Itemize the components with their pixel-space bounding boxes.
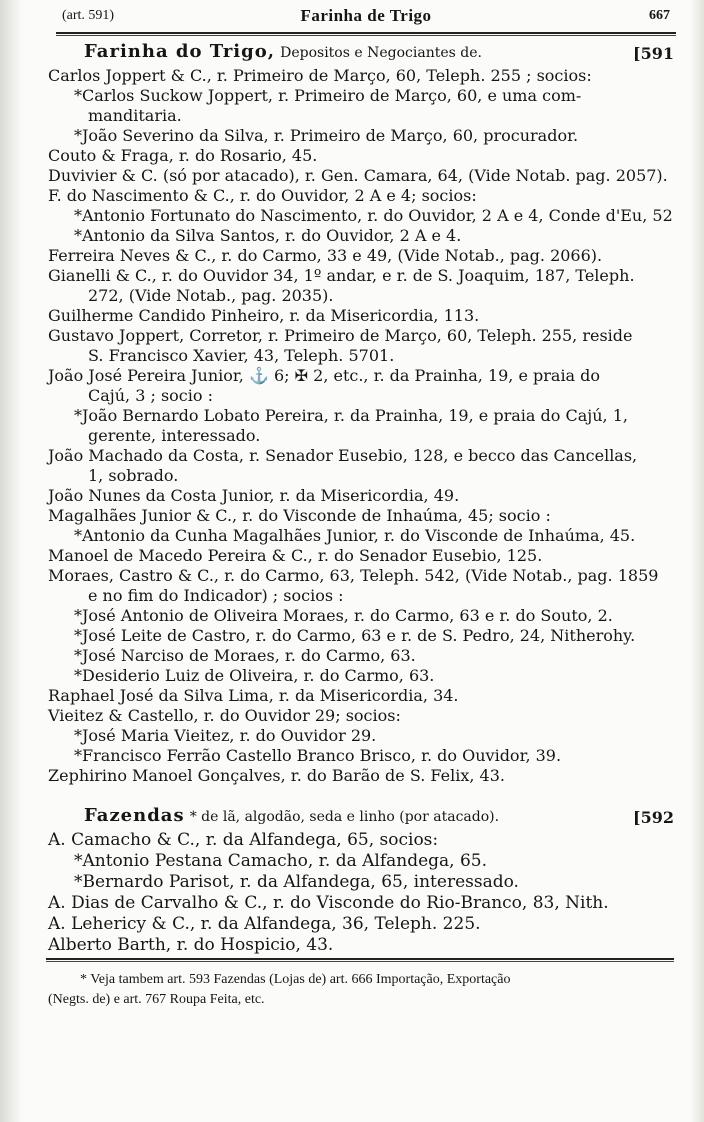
header-rule-thin <box>56 35 676 36</box>
list-item: 1, sobrado. <box>88 466 179 485</box>
list-item: Alberto Barth, r. do Hospicio, 43. <box>48 935 334 955</box>
list-item: João Nunes da Costa Junior, r. da Misericordia, 49. <box>48 486 460 505</box>
footnote-rule <box>46 958 674 960</box>
list-item: *José Leite de Castro, r. do Carmo, 63 e r. de S. Pedro, 24, Nitherohy. <box>74 626 636 645</box>
list-item: João Machado da Costa, r. Senador Eusebio, 128, e becco das Cancellas, <box>48 446 638 465</box>
list-item: Zephirino Manoel Gonçalves, r. do Barão de S. Felix, 43. <box>48 766 505 785</box>
list-item: gerente, interessado. <box>88 426 261 445</box>
header-title: Farinha de Trigo <box>300 6 432 25</box>
list-item: Raphael José da Silva Lima, r. da Misericordia, 34. <box>48 686 459 705</box>
list-item: *José Maria Vieitez, r. do Ouvidor 29. <box>74 726 377 745</box>
section-591-subtitle: Depositos e Negociantes de. <box>280 45 482 61</box>
list-item: A. Lehericy & C., r. da Alfandega, 36, Teleph. 225. <box>48 914 481 934</box>
list-item: *Antonio da Silva Santos, r. do Ouvidor, 2 A e 4. <box>74 226 462 245</box>
footnote-line-2: (Negts. de) e art. 767 Roupa Feita, etc. <box>48 992 265 1007</box>
list-item: Vieitez & Castello, r. do Ouvidor 29; socios: <box>48 706 401 725</box>
list-item: João José Pereira Junior, ⚓ 6; ✠ 2, etc., r. da Prainha, 19, e praia do <box>48 366 601 385</box>
section-592-title: Fazendas <box>84 805 185 826</box>
footnote-rule-thin <box>46 961 674 962</box>
list-item: Couto & Fraga, r. do Rosario, 45. <box>48 146 318 165</box>
section-591-heading <box>84 42 482 63</box>
list-item: e no fim do Indicador) ; socios : <box>88 586 344 605</box>
list-item: *José Narciso de Moraes, r. do Carmo, 63. <box>74 646 416 665</box>
list-item: 272, (Vide Notab., pag. 2035). <box>88 286 334 305</box>
list-item: *João Severino da Silva, r. Primeiro de Março, 60, procurador. <box>74 126 579 145</box>
section-591-title: Farinha do Trigo, <box>84 41 276 62</box>
section-591-number: [591 <box>633 44 674 63</box>
header-article-ref: (art. 591) <box>62 8 115 23</box>
list-item: *Desiderio Luiz de Oliveira, r. do Carmo, 63. <box>74 666 435 685</box>
section-592-subtitle: * de lã, algodão, seda e linho (por atacado). <box>189 809 500 825</box>
list-item: Moraes, Castro & C., r. do Carmo, 63, Teleph. 542, (Vide Notab., pag. 1859 <box>48 566 659 585</box>
section-592-number: [592 <box>633 808 674 827</box>
list-item: Ferreira Neves & C., r. do Carmo, 33 e 49, (Vide Notab., pag. 2066). <box>48 246 603 265</box>
list-item: A. Dias de Carvalho & C., r. do Visconde do Rio-Branco, 83, Nith. <box>48 893 609 913</box>
list-item: *Antonio Fortunato do Nascimento, r. do Ouvidor, 2 A e 4, Conde d'Eu, 52 <box>74 206 673 225</box>
list-item: Guilherme Candido Pinheiro, r. da Misericordia, 113. <box>48 306 480 325</box>
list-item: A. Camacho & C., r. da Alfandega, 65, socios: <box>48 830 439 850</box>
list-item: manditaria. <box>88 106 182 125</box>
list-item: *Francisco Ferrão Castello Branco Brisco, r. do Ouvidor, 39. <box>74 746 562 765</box>
list-item: F. do Nascimento & C., r. do Ouvidor, 2 A e 4; socios: <box>48 186 477 205</box>
list-item: Carlos Joppert & C., r. Primeiro de Março, 60, Teleph. 255 ; socios: <box>48 66 592 85</box>
list-item: S. Francisco Xavier, 43, Teleph. 5701. <box>88 346 395 365</box>
list-item: Duvivier & C. (só por atacado), r. Gen. Camara, 64, (Vide Notab. pag. 2057). <box>48 166 668 185</box>
list-item: *Antonio Pestana Camacho, r. da Alfandega, 65. <box>74 851 488 871</box>
page-edge-shadow-left <box>0 0 22 1122</box>
list-item: *Carlos Suckow Joppert, r. Primeiro de Março, 60, e uma com- <box>74 86 582 105</box>
list-item: Manoel de Macedo Pereira & C., r. do Senador Eusebio, 125. <box>48 546 543 565</box>
list-item: *Antonio da Cunha Magalhães Junior, r. do Visconde de Inhaúma, 45. <box>74 526 636 545</box>
section-592-heading <box>84 806 499 827</box>
list-item: *José Antonio de Oliveira Moraes, r. do Carmo, 63 e r. do Souto, 2. <box>74 606 613 625</box>
list-item: *Bernardo Parisot, r. da Alfandega, 65, interessado. <box>74 872 519 892</box>
footnote-line-1: * Veja tambem art. 593 Fazendas (Lojas de) art. 666 Importação, Exportação <box>80 972 511 987</box>
running-header <box>62 6 670 30</box>
header-rule <box>56 32 676 34</box>
list-item: Gianelli & C., r. do Ouvidor 34, 1º andar, e r. de S. Joaquim, 187, Teleph. <box>48 266 635 285</box>
page-edge-shadow-right <box>690 0 704 1122</box>
list-item: *João Bernardo Lobato Pereira, r. da Prainha, 19, e praia do Cajú, 1, <box>74 406 628 425</box>
list-item: Gustavo Joppert, Corretor, r. Primeiro de Março, 60, Teleph. 255, reside <box>48 326 633 345</box>
list-item: Cajú, 3 ; socio : <box>88 386 213 405</box>
list-item: Magalhães Junior & C., r. do Visconde de Inhaúma, 45; socio : <box>48 506 551 525</box>
page-number: 667 <box>649 8 670 23</box>
